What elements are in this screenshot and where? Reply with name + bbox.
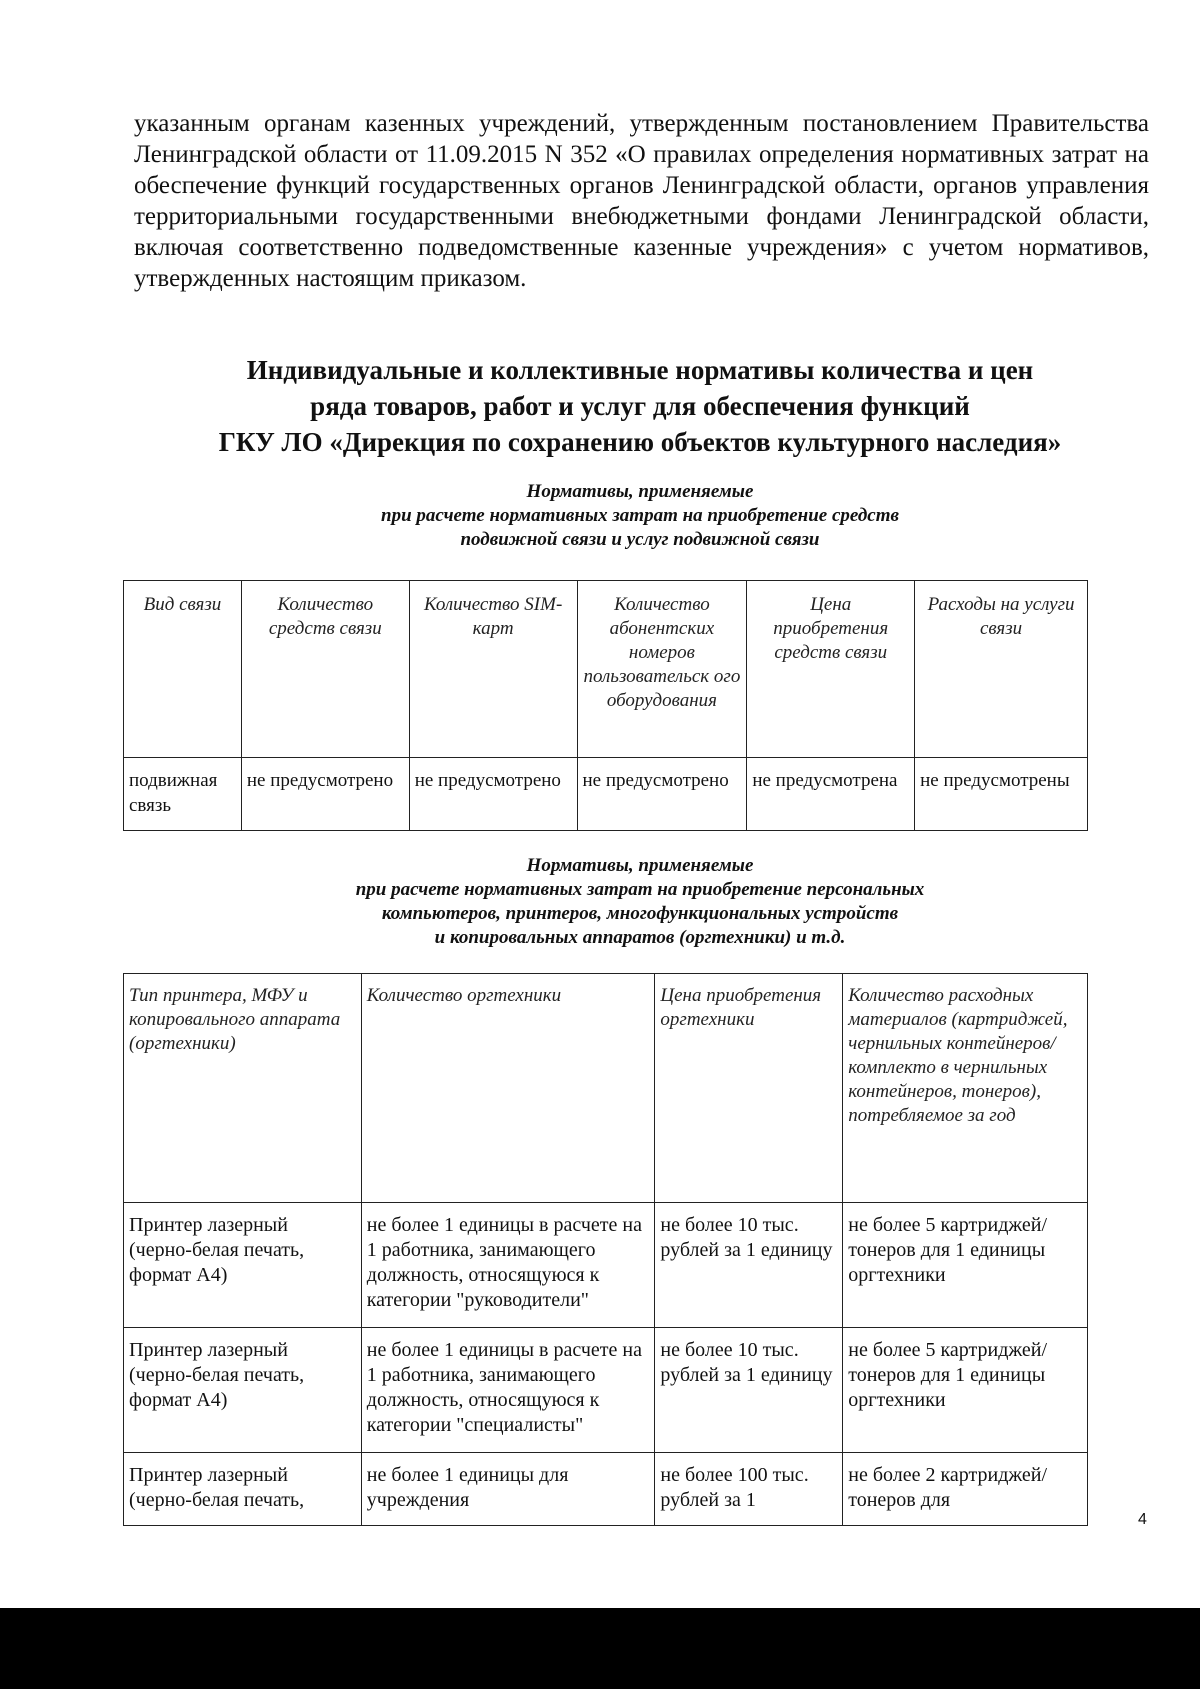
table-row (124, 1328, 1088, 1453)
table-header-cell: Вид связи (124, 581, 242, 758)
subtitle-line: Нормативы, применяемые (526, 855, 754, 876)
scan-bottom-band (0, 1608, 1200, 1689)
table-cell: Принтер лазерный (черно-белая печать, формат А4) (124, 1328, 362, 1453)
table-header-cell: Количество оргтехники (361, 974, 655, 1203)
table-cell: не более 1 единицы для учреждения (361, 1453, 655, 1526)
table-header-cell: Расходы на услуги связи (915, 581, 1088, 758)
table-cell: не более 5 картриджей/тонеров для 1 единицы оргтехники (843, 1203, 1088, 1328)
table-header-cell: Цена приобретения средств связи (747, 581, 915, 758)
office-equipment-table (123, 973, 1088, 1526)
subtitle-line: компьютеров, принтеров, многофункциональных устройств (381, 903, 899, 924)
table-header-row (124, 581, 1088, 758)
subtitle-line: при расчете нормативных затрат на приобретение средств (381, 505, 899, 526)
mobile-communication-table (123, 580, 1088, 831)
table-header-cell: Тип принтера, МФУ и копировального аппарата (оргтехники) (124, 974, 362, 1203)
table-header-cell: Количество расходных материалов (картриджей, чернильных контейнеров/комплекто в чернильных контейнеров, тонеров), потребляемое за год (843, 974, 1088, 1203)
title-line: ГКУ ЛО «Дирекция по сохранению объектов культурного наследия» (218, 427, 1062, 457)
subtitle-line: Нормативы, применяемые (526, 481, 754, 502)
table-cell: Принтер лазерный (черно-белая печать, (124, 1453, 362, 1526)
page-number: 4 (1138, 1511, 1147, 1528)
table-cell: подвижная связь (124, 758, 242, 831)
section-mobile-subtitle (130, 480, 1150, 552)
table-cell: не предусмотрена (747, 758, 915, 831)
table-cell: не предусмотрено (577, 758, 747, 831)
table-cell: не предусмотрено (409, 758, 577, 831)
table-row (124, 1203, 1088, 1328)
section-office-equipment-subtitle (130, 854, 1150, 950)
table-cell: не более 1 единицы в расчете на 1 работника, занимающего должность, относящуюся к категории "руководители" (361, 1203, 655, 1328)
table-cell: не более 1 единицы в расчете на 1 работника, занимающего должность, относящуюся к категории "специалисты" (361, 1328, 655, 1453)
table-cell: не более 10 тыс. рублей за 1 единицу (655, 1203, 843, 1328)
table-cell: не более 2 картриджей/тонеров для (843, 1453, 1088, 1526)
table-cell: не предусмотрено (241, 758, 409, 831)
table-cell: не более 100 тыс. рублей за 1 (655, 1453, 843, 1526)
title-line: ряда товаров, работ и услуг для обеспечения функций (310, 391, 970, 421)
document-title (120, 352, 1160, 460)
table-row (124, 1453, 1088, 1526)
table-header-cell: Цена приобретения оргтехники (655, 974, 843, 1203)
table-header-cell: Количество абонентских номеров пользовательск ого оборудования (577, 581, 747, 758)
table-cell: Принтер лазерный (черно-белая печать, формат А4) (124, 1203, 362, 1328)
table-row (124, 758, 1088, 831)
table-cell: не предусмотрены (915, 758, 1088, 831)
table-cell: не более 10 тыс. рублей за 1 единицу (655, 1328, 843, 1453)
table-header-cell: Количество средств связи (241, 581, 409, 758)
subtitle-line: подвижной связи и услуг подвижной связи (460, 529, 820, 550)
table-header-row (124, 974, 1088, 1203)
intro-paragraph: указанным органам казенных учреждений, утвержденным постановлением Правительства Ленинградской области от 11.09.2015 N 352 «О правилах определения нормативных затрат на обеспечение функций государственных органов Ленинградской области, органов управления территориальными государственными внебюджетными фондами Ленинградской области, включая соответственно подведомственные казенные учреждения» с учетом нормативов, утвержденных настоящим приказом. (134, 110, 1149, 292)
table-header-cell: Количество SIM-карт (409, 581, 577, 758)
subtitle-line: и копировальных аппаратов (оргтехники) и т.д. (434, 927, 846, 948)
subtitle-line: при расчете нормативных затрат на приобретение персональных (355, 879, 925, 900)
title-line: Индивидуальные и коллективные нормативы количества и цен (246, 355, 1034, 385)
table-cell: не более 5 картриджей/тонеров для 1 единицы оргтехники (843, 1328, 1088, 1453)
